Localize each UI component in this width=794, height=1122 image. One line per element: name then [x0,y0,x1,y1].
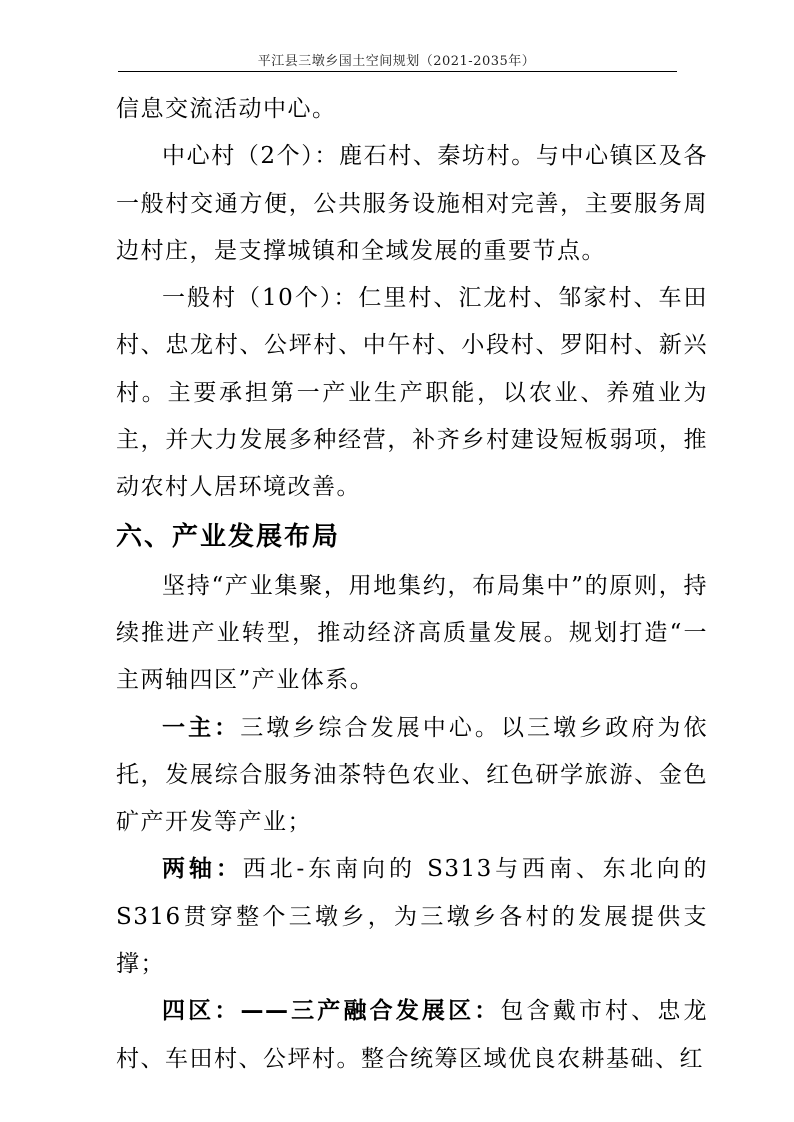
paragraph-two-axes [116,846,708,988]
header-rule [118,71,677,72]
one-core-text: 三墩乡综合发展中心。以三墩乡政府为依托，发展综合服务油茶特色农业、红色研学旅游、金色矿产开发等产业； [116,714,709,836]
paragraph-four-zones [116,988,708,1083]
paragraph-central-villages: 中心村（2个）：鹿石村、秦坊村。与中心镇区及各一般村交通方便，公共服务设施相对完善，主要服务周边村庄，是支撑城镇和全域发展的重要节点。 [116,143,708,264]
two-axes-text: 西北-东南向的 S313与西南、东北向的S316贯穿整个三墩乡，为三墩乡各村的发展提供支撑； [116,856,708,978]
paragraph-industry-principle: 坚持“产业集聚，用地集约，布局集中”的原则，持续推进产业转型，推动经济高质量发展。规划打造“一主两轴四区”产业体系。 [116,572,708,694]
running-header: 平江县三墩乡国土空间规划（2021-2035年） [257,54,536,69]
paragraph-continuation: 信息交流活动中心。 [116,96,337,122]
four-zones-label: 四区：——三产融合发展区： [162,998,501,1025]
page-body [116,86,708,1083]
paragraph-general-villages: 一般村（10个）：仁里村、汇龙村、邹家村、车田村、忠龙村、公坪村、中午村、小段村、罗阳村、新兴村。主要承担第一产业生产职能，以农业、养殖业为主，并大力发展多种经营，补齐乡村建设短板弱项，推动农村人居环境改善。 [116,285,708,501]
one-core-label: 一主： [162,714,241,741]
two-axes-label: 两轴： [162,856,243,883]
paragraph-one-core [116,705,708,847]
four-zones-text: 包含戴市村、忠龙村、车田村、公坪村。整合统筹区域优良农耕基础、红 [116,998,709,1072]
section-heading: 六、产业发展布局 [116,521,341,552]
